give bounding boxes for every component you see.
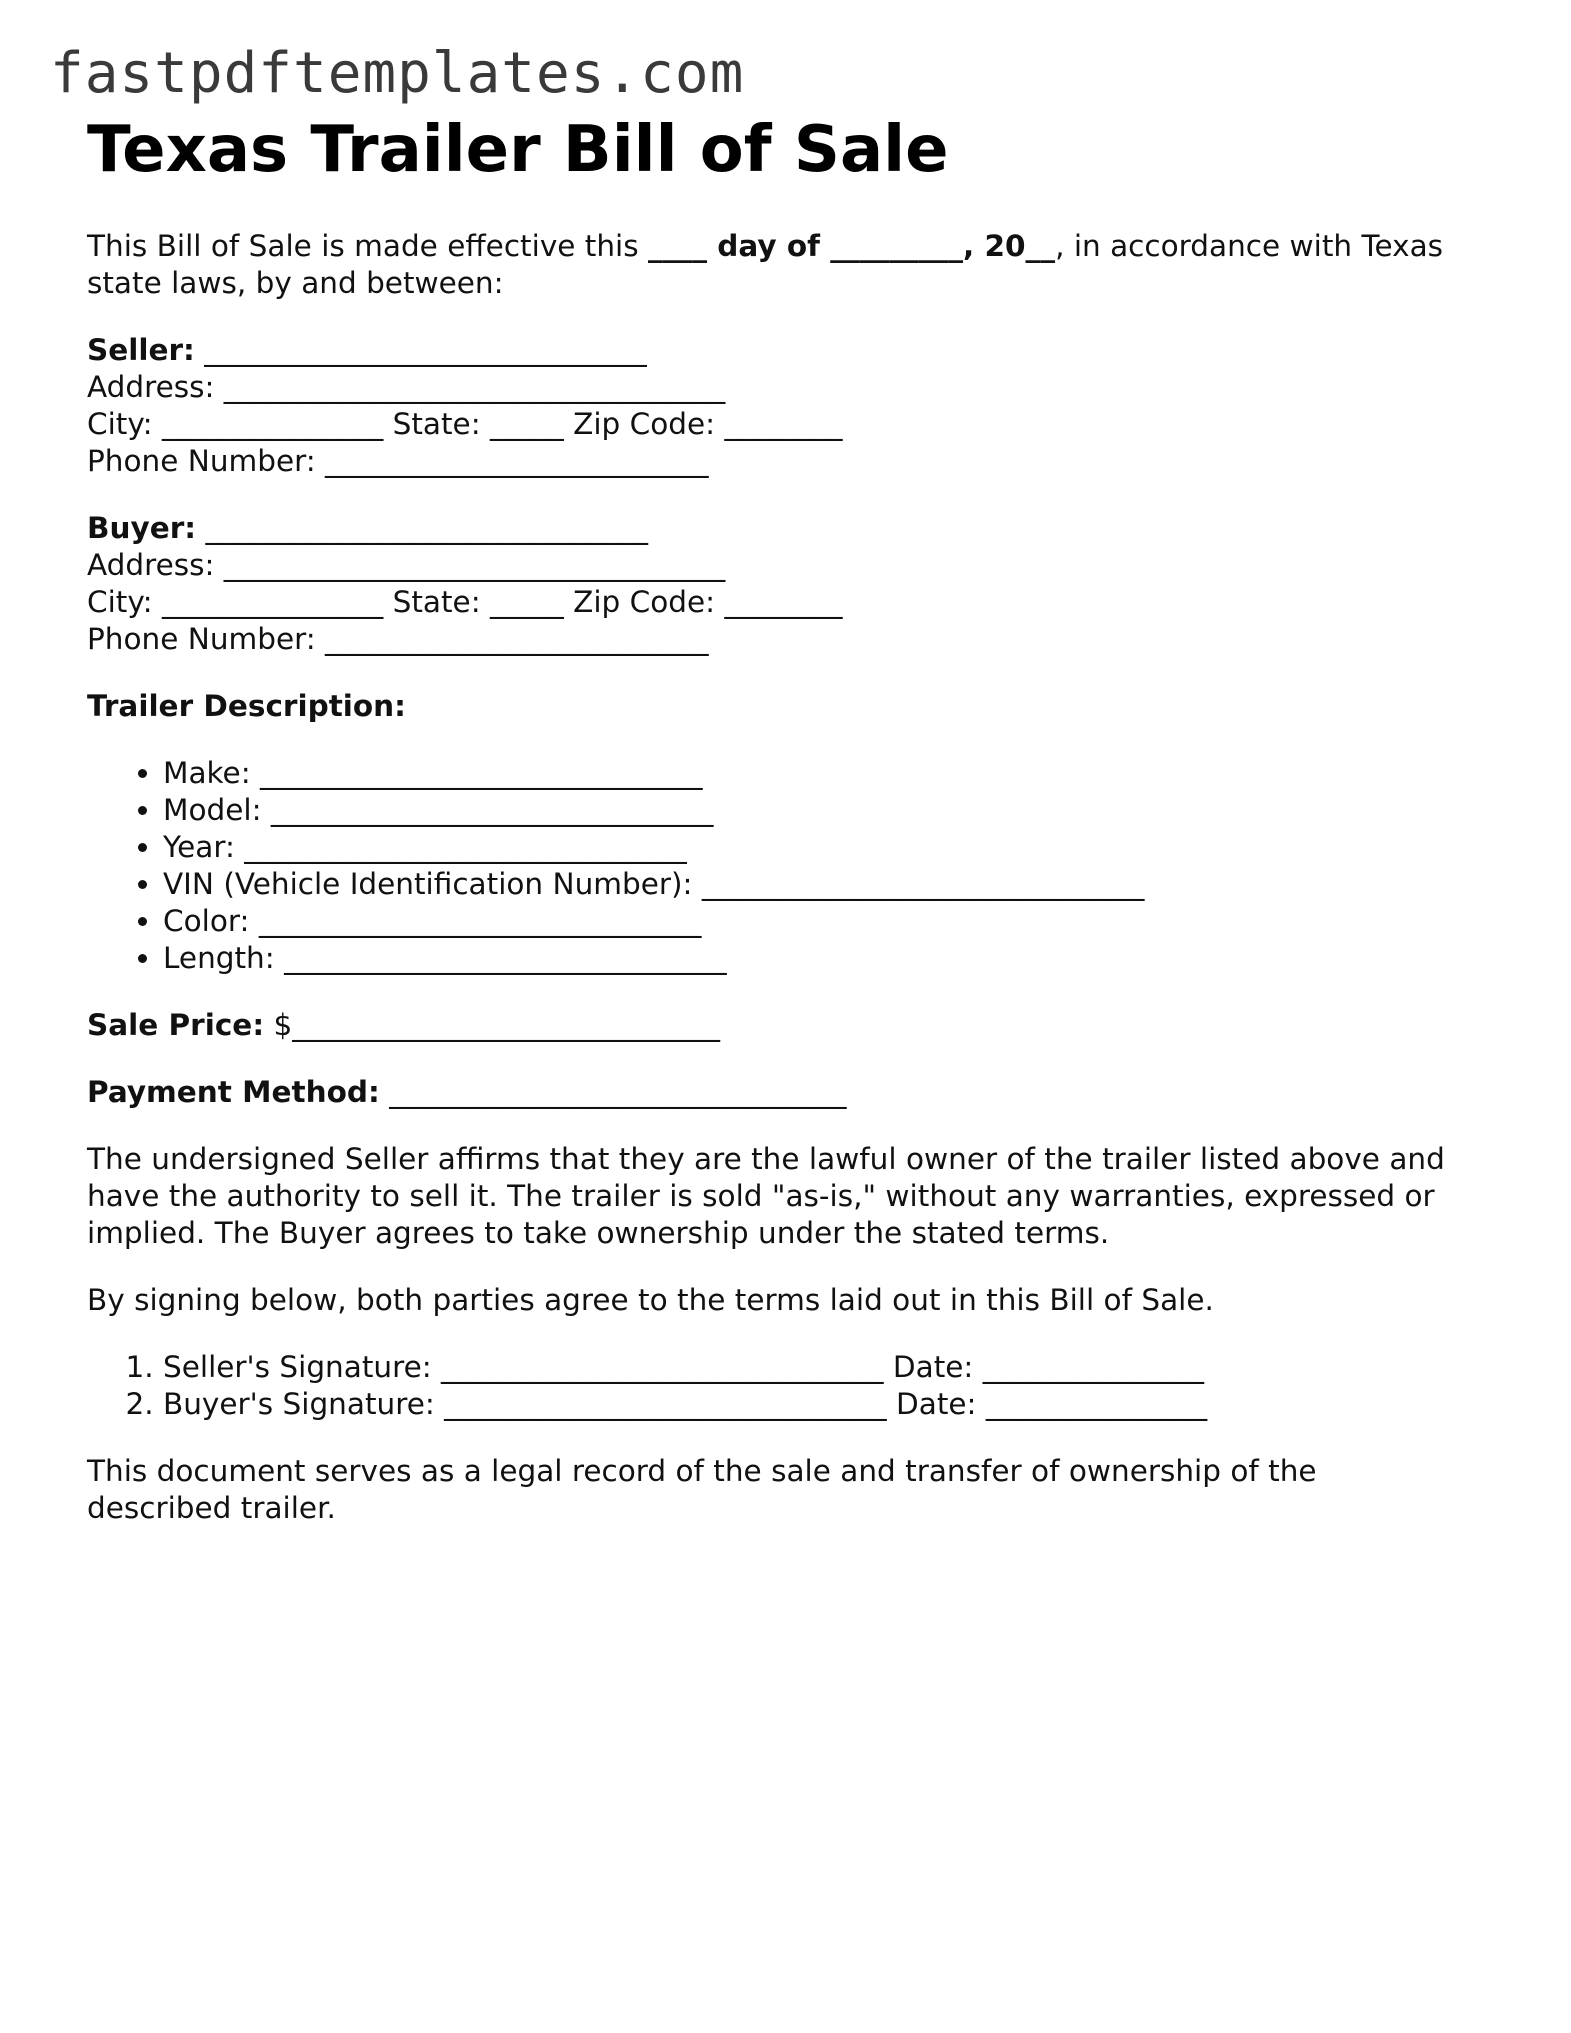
agreement-paragraph: By signing below, both parties agree to the terms laid out in this Bill of Sale. bbox=[87, 1283, 1214, 1317]
trailer-year-field[interactable]: • Year: ______________________________ bbox=[163, 829, 1487, 866]
seller-city-state-zip-field[interactable]: City: _______________ State: _____ Zip Code: ________ bbox=[87, 407, 843, 441]
seller-section bbox=[87, 332, 1487, 480]
intro-paragraph bbox=[87, 228, 1457, 302]
page-title: Texas Trailer Bill of Sale bbox=[87, 113, 949, 187]
trailer-description-list bbox=[87, 755, 1487, 977]
signature-list bbox=[87, 1349, 1487, 1423]
buyer-section bbox=[87, 510, 1487, 658]
seller-name-line bbox=[87, 332, 1487, 369]
sale-price-label: Sale Price: bbox=[87, 1008, 265, 1042]
buyer-name-field[interactable]: ______________________________ bbox=[196, 511, 648, 545]
payment-method-label: Payment Method: bbox=[87, 1075, 380, 1109]
trailer-vin-field[interactable]: • VIN (Vehicle Identification Number): ______________________________ bbox=[163, 866, 1487, 903]
buyer-label: Buyer: bbox=[87, 511, 197, 545]
closing-paragraph: This document serves as a legal record of the sale and transfer of ownership of the described trailer. bbox=[87, 1454, 1317, 1525]
buyer-address-field[interactable]: Address: __________________________________ bbox=[87, 548, 726, 582]
trailer-description-heading: Trailer Description: bbox=[87, 689, 406, 723]
trailer-color-field[interactable]: • Color: ______________________________ bbox=[163, 903, 1487, 940]
seller-address-field[interactable]: Address: __________________________________ bbox=[87, 370, 726, 404]
buyer-city-state-zip-field[interactable]: City: _______________ State: _____ Zip Code: ________ bbox=[87, 585, 843, 619]
trailer-model-field[interactable]: • Model: ______________________________ bbox=[163, 792, 1487, 829]
intro-suffix: , in accordance with Texas state laws, by and between: bbox=[87, 229, 1444, 300]
payment-method-field[interactable]: _______________________________ bbox=[379, 1075, 847, 1109]
intro-prefix: This Bill of Sale is made effective this bbox=[87, 229, 649, 263]
seller-phone-field[interactable]: Phone Number: __________________________ bbox=[87, 444, 709, 478]
trailer-make-field[interactable]: • Make: ______________________________ bbox=[163, 755, 1487, 792]
seller-label: Seller: bbox=[87, 333, 195, 367]
watermark: fastpdftemplates.com bbox=[50, 41, 745, 106]
seller-name-field[interactable]: ______________________________ bbox=[194, 333, 647, 367]
buyer-phone-field[interactable]: Phone Number: __________________________ bbox=[87, 622, 709, 656]
intro-date-blanks[interactable]: ____ day of _________, 20__ bbox=[648, 229, 1056, 263]
buyer-name-line bbox=[87, 510, 1487, 547]
payment-method-line bbox=[87, 1074, 1487, 1111]
buyer-signature-field[interactable]: 2. Buyer's Signature: ______________________________ Date: _______________ bbox=[163, 1386, 1487, 1423]
document-body bbox=[87, 112, 1487, 1557]
seller-signature-field[interactable]: 1. Seller's Signature: ______________________________ Date: _______________ bbox=[163, 1349, 1487, 1386]
affirmation-paragraph: The undersigned Seller affirms that they are the lawful owner of the trailer listed above and have the authority to sell it. The trailer is sold "as-is," without any warranties, expressed or implied. The Buyer agrees to take ownership under the stated terms. bbox=[87, 1142, 1445, 1250]
trailer-length-field[interactable]: • Length: ______________________________ bbox=[163, 940, 1487, 977]
sale-price-field[interactable]: $_____________________________ bbox=[264, 1008, 721, 1042]
sale-price-line bbox=[87, 1007, 1487, 1044]
